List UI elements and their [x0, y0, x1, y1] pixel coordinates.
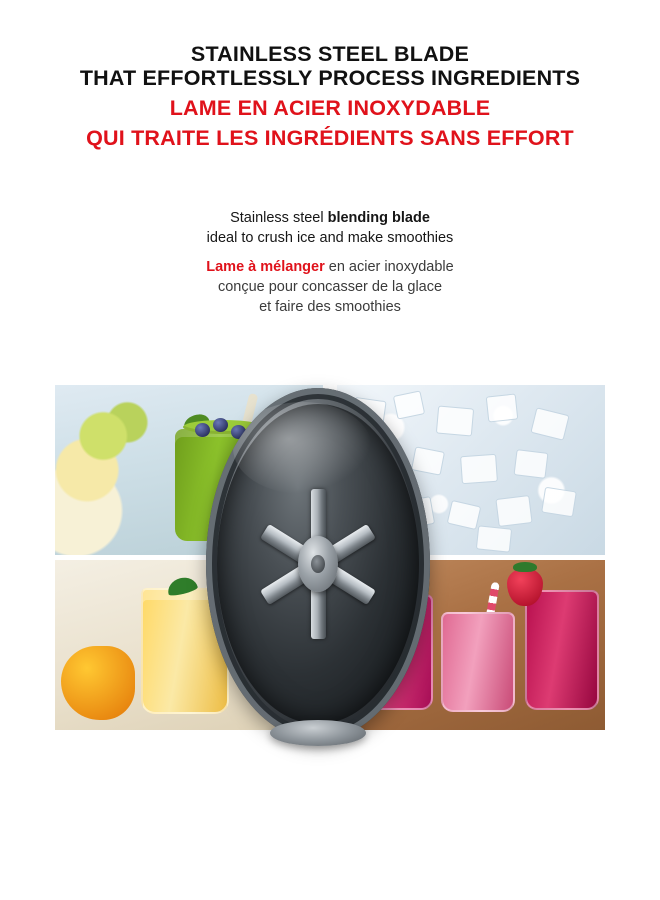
- ice-cube: [447, 500, 482, 530]
- subcopy-fr-line3: et faire des smoothies: [259, 299, 401, 315]
- headline-en-line1: STAINLESS STEEL BLADE: [190, 42, 470, 66]
- headline-fr-line1: LAME EN ACIER INOXYDABLE: [169, 96, 491, 121]
- ice-cube: [486, 394, 519, 423]
- blade-base-collar: [270, 720, 366, 746]
- mango-decor: [61, 646, 135, 720]
- headline-fr-line2: QUI TRAITE LES INGRÉDIENTS SANS EFFORT: [86, 126, 574, 151]
- subcopy-fr-line1-plain: en acier inoxydable: [324, 259, 454, 275]
- ice-cube: [436, 405, 474, 436]
- ice-cube: [530, 407, 569, 440]
- subcopy-en-line1-plain: Stainless steel: [230, 210, 328, 226]
- blade-assembly-image: [206, 388, 430, 740]
- ice-cube: [495, 495, 532, 527]
- berry-smoothie-jar: [525, 590, 599, 710]
- subcopy-en-line1: [0, 208, 660, 228]
- headline-block: [0, 42, 660, 150]
- subcopy-fr-line2: conçue pour concasser de la glace: [217, 279, 443, 295]
- subcopy-spacer: [0, 248, 660, 257]
- ice-cube: [460, 454, 498, 484]
- subcopy-en-line1-bold: blending blade: [327, 210, 430, 226]
- subcopy-block: [0, 208, 660, 317]
- blade-hub: [298, 536, 338, 592]
- ice-cube: [514, 449, 549, 479]
- ice-cube: [476, 525, 512, 552]
- blade-housing: [206, 388, 430, 740]
- headline-en-line2: THAT EFFORTLESSLY PROCESS INGREDIENTS: [79, 66, 581, 91]
- subcopy-fr-line1-bold: Lame à mélanger: [206, 259, 325, 275]
- blade-housing-highlight: [233, 402, 372, 494]
- ice-cube: [541, 487, 577, 518]
- subcopy-fr-line1: [0, 257, 660, 277]
- subcopy-en-line2: ideal to crush ice and make smoothies: [206, 230, 454, 246]
- berry-smoothie-jar: [441, 612, 515, 712]
